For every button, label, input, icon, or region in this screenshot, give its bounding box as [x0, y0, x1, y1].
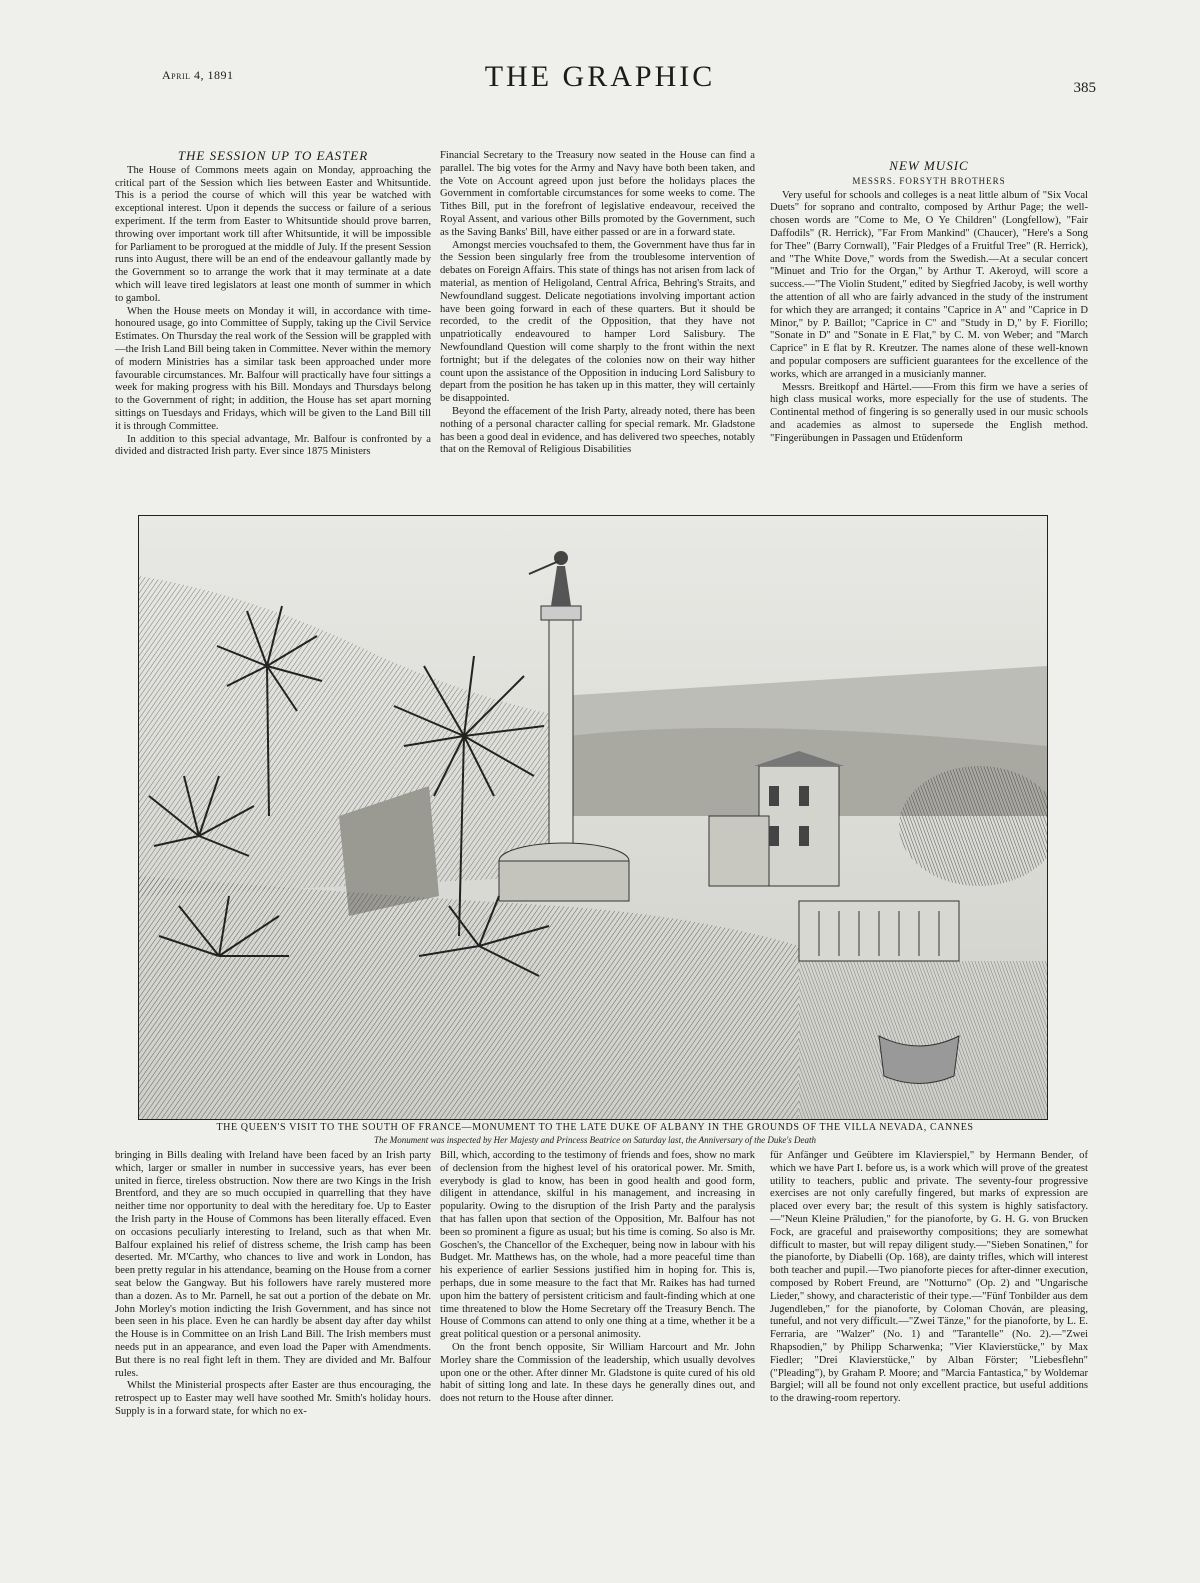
session-paragraph: Financial Secretary to the Treasury now seated in the House can find a parallel. The big votes for the Army and Navy have both been taken, and the Vote on Account agreed upon just before the holidays places the Government in comfortable circumstances for some weeks to come. The Tithes Bill, put in the forefront of legislative endeavour, received the Royal Assent, and various other Bills promoted by the Government, such as the Saving Banks' Bill, have either passed or are in a forward state. [440, 150, 755, 238]
session-paragraph: Beyond the effacement of the Irish Party, already noted, there has been nothing of a personal character calling for special remark. Mr. Gladstone has been a good deal in evidence, and has delivered two speeches, notably that on the Removal of Religious Disabilities [440, 405, 755, 456]
music-heading: NEW MUSIC [889, 160, 969, 173]
issue-date: April 4, 1891 [162, 68, 234, 82]
music-paragraph: Very useful for schools and colleges is a neat little album of "Six Vocal Duets" for soprano and contralto, composed by Arthur Page; the well-chosen words are "Come to Me, O Ye Children" (Longfellow), "Fair Daffodils" (R. Herrick), "Far From Mankind" (Chaucer), "Here's a Song for Thee" (Barry Cornwall), "Fair Pledges of a Fruitful Tree" (R. Herrick), and "The White Dove," words from the Swedish.—At a secular concert "Minuet and Trio for the Organ," by Arthur T. Akeroyd, will score a success.—"The Violin Student," edited by Siegfried Jacoby, is well worthy the attention of all who are fairly advanced in the study of the instrument for which they are arranged; it contains "Caprice in A" and "Caprice in D Minor," by P. Baillot; "Caprice in C" and "Study in D," by F. Fiorillo; "Sonate in D" and "Sonate in E Flat," by C. M. von Weber; and "March Caprice" in E flat by R. Kreutzer. The names alone of these well-known and popular composers are sufficient guarantees for the excellence of the works, which are arranged in a musicianly manner. [770, 189, 1088, 380]
lower-paragraph: Bill, which, according to the testimony of friends and foes, show no mark of declension from the highest level of his oratorical power. Mr. Smith, everybody is glad to know, has been in good health and good form, diligent in attendance, skilful in his management, and increasing in popularity. Owing to the disruption of the Irish Party and the paralysis that has fallen upon that section of the Opposition, Mr. Balfour has not been so prominent a figure as usual; but his time is coming. So also is Mr. Goschen's, the Chancellor of the Exchequer, being now in labour with his Budget. Mr. Matthews has, on the whole, had a more peaceful time than his experience of earlier Sessions justified him in hoping for. This is, perhaps, due in some measure to the fact that Mr. Raikes has had turned upon him the battery of persistent criticism and fault-finding which at one time threatened to blow the Home Secretary off the Treasury Bench. The House of Commons can attend to only one thing at a time, whether it be a great political question or a personal animosity. [440, 1150, 755, 1341]
page-number: 385 [1073, 80, 1096, 96]
villa-nevada-monument-engraving [139, 516, 1047, 1119]
session-heading: THE SESSION UP TO EASTER [177, 150, 369, 163]
music-subheading: MESSRS. FORSYTH BROTHERS [852, 175, 1006, 186]
engraving-illustration [138, 515, 1048, 1120]
session-paragraph: Amongst mercies vouchsafed to them, the Government have thus far in the Session been singularly free from the troublesome intervention of debates on Foreign Affairs. This state of things has not arisen from lack of material, as mention of Heligoland, Central Africa, Behring's Straits, and Newfoundland suggest. Delicate negotiations involving important action have been going forward in each of these quarters. But it should be recorded, to the credit of the Opposition, that they have not unpatriotically endeavoured to hamper Lord Salisbury. The Newfoundland Question will come sharply to the front within the next fortnight; but if the delegates of the colonies now on their way hither count upon the assistance of the Opposition in inducing Lord Salisbury to depart from the position he has taken up in this matter, they will certainly be disappointed. [440, 239, 755, 405]
lower-paragraph: Whilst the Ministerial prospects after Easter are thus encouraging, the retrospect up to Easter may well have soothed Mr. Smith's holiday hours. Supply is in a forward state, for which no ex- [115, 1380, 431, 1417]
lower-paragraph: bringing in Bills dealing with Ireland have been faced by an Irish party which, larger or smaller in number in successive years, has ever been united in fierce, tireless obstruction. Now there are two Kings in the Irish Brentford, and they are so much occupied in quarrelling that they have neither time nor opportunity to deal with the hereditary foe. Up to Easter the Irish party in the House of Commons has been literally effaced. Even on occasions peculiarly interesting to Ireland, such as that when Mr. Balfour explained his relief of distress scheme, the Irish camp has been deserted. Mr. M'Carthy, who chances to live and work in London, has been pretty regular in his attendance, beaming on the House from a corner seat below the Gangway. But his followers have rarely mustered more than a dozen. As to Mr. Parnell, he sat out a portion of the debate on Mr. John Morley's motion indicting the Irish Government, and has since not been seen in his place. Even he can hardly be absent day after day whilst the House is in Committee on an Irish Land Bill. The Irish members must needs put in an appearance, and even load the Paper with Amendments. But there is no real fight left in them. They are divided and Mr. Balfour rules. [115, 1150, 431, 1379]
lower-paragraph: On the front bench opposite, Sir William Harcourt and Mr. John Morley share the Commission of the leadership, which usually devolves upon one or the other. After dinner Mr. Gladstone is quite cured of his old habit of sitting long and late. In these days he generally dines out, and does not return to the House after dinner. [440, 1341, 755, 1405]
lower-column-2 [440, 1150, 755, 1510]
lower-column-3 [770, 1150, 1088, 1510]
illustration-caption: THE QUEEN'S VISIT TO THE SOUTH OF FRANCE—MONUMENT TO THE LATE DUKE OF ALBANY IN THE GROUNDS OF THE VILLA NEVADA, CANNES [216, 1122, 974, 1133]
session-paragraph: The House of Commons meets again on Monday, approaching the critical part of the Session which lies between Easter and Whitsuntide. This is a period the course of which will this year be watched with exceptional interest. Upon it depends the success or failure of a serious experiment. If the term from Easter to Whitsuntide should prove barren, throwing over important work till after Whitsuntide, it will be impossible for Parliament to be prorogued at the middle of July. If the present Session runs into August, there will be an end of the endeavour gallantly made by the Government so to arrange the work that it may terminate at a date which will leave tired legislators at least one month of summer in which to gambol. [115, 164, 431, 304]
lower-paragraph: für Anfänger und Geübtere im Klavierspiel," by Hermann Bender, of which we have Part I. before us, is a work which will prove of the greatest utility to teachers, public and private. The seventy-four progressive exercises are not only carefully fingered, but marks of expression are placed over every bar; the result of this system is highly satisfactory.—"Neun Kleine Präludien," for the pianoforte, by G. H. G. von Brucken Fock, are graceful and praiseworthy compositions; they are somewhat difficult to master, but will repay diligent study.—"Sieben Sonatinen," for the pianoforte, by Diabelli (Op. 168), are dainty trifles, which will interest both teacher and pupil.—Two pianoforte pieces for after-dinner execution, composed by Robert Freund, are "Notturno" (Op. 2) and "Ungarische Lieder," showy, and characteristic of their type.—"Fünf Tonbilder aus dem Jugendleben," for the pianoforte, by Coloman Chován, are pleasing, tuneful, and not very difficult.—"Zwei Tänze," for the pianoforte, by L. E. Ferraria, are "Walzer" (No. 1) and "Tarantelle" (No. 2).—"Zwei Rhapsodien," by Philipp Scharwenka; "Vier Klavierstücke," by Max Fiedler; "Drei Klavierstücke," by Alban Förster; "Liebesflehn" ("Pleading"), by Graham P. Moore; and "Marcia Fantastica," by Woldemar Bargiel; will all be found not only excellent practice, but useful additions to the drawing-room repertory. [770, 1150, 1088, 1405]
session-paragraph: When the House meets on Monday it will, in accordance with time-honoured usage, go into Committee of Supply, taking up the Civil Service Estimates. On Thursday the real work of the Session will be grappled with—the Irish Land Bill being taken in Committee. Never within the memory of modern Ministries has a similar task been approached under more favourable circumstances. Mr. Balfour will practically have four sittings a week for making progress with his Bill. Mondays and Thursdays belong to the Government of right; in addition, the House has set apart morning sittings on Tuesdays and Fridays, which will be given to the Land Bill till it is through Committee. [115, 305, 431, 432]
lower-column-1 [115, 1150, 431, 1510]
masthead-title: THE GRAPHIC [484, 60, 716, 93]
session-continued-column [440, 150, 755, 478]
illustration-subcaption: The Monument was inspected by Her Majesty and Princess Beatrice on Saturday last, the Anniversary of the Duke's Death [373, 1135, 817, 1145]
session-paragraph: In addition to this special advantage, Mr. Balfour is confronted by a divided and distracted Irish party. Ever since 1875 Ministers [115, 433, 431, 458]
session-column [115, 150, 431, 478]
music-column [770, 160, 1088, 488]
music-paragraph: Messrs. Breitkopf and Härtel.——From this firm we have a series of high class musical works, more especially for the use of students. The Continental method of fingering is so generally used in our music schools and academies as almost to supersede the English method. "Fingerübungen in Passagen und Etüdenform [770, 381, 1088, 444]
